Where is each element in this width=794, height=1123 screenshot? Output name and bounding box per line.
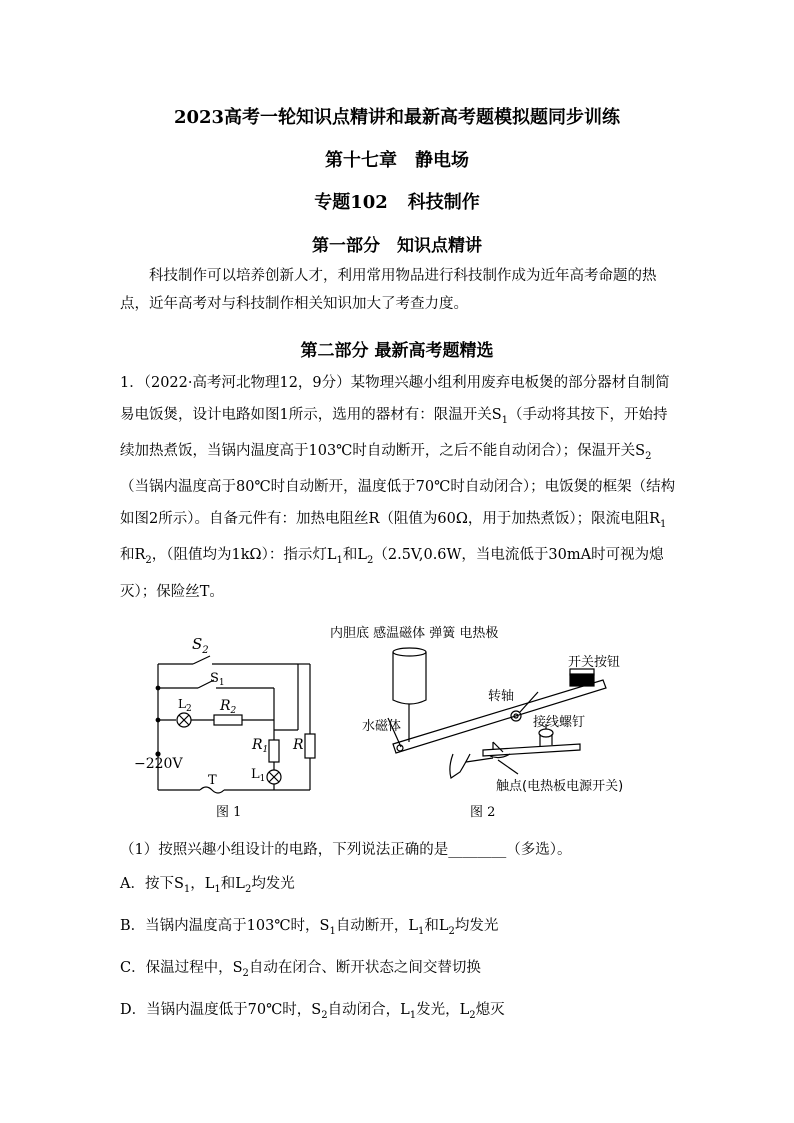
label-contact: 触点(电热板电源开关) xyxy=(496,779,624,794)
topic-title xyxy=(0,188,794,214)
figure-2-caption: 图 2 xyxy=(470,805,496,820)
part1-heading: 第一部分 知识点精讲 xyxy=(312,236,482,256)
label-r2: $R_2$ xyxy=(220,698,237,716)
label-s1: $S_1$ xyxy=(210,671,225,688)
option-b: B．当锅内温度高于103℃时，$S_1$自动断开，$L_1$和$L_2$均发光 xyxy=(120,918,499,937)
label-magnet: 水磁体 xyxy=(362,719,402,734)
option-c: C．保温过程中，$S_2$自动在闭合、断开状态之间交替切换 xyxy=(120,960,481,979)
label-fuse: T xyxy=(208,773,217,788)
option-d: D．当锅内温度低于70℃时，$S_2$自动闭合，$L_1$发光，$L_2$熄灭 xyxy=(120,1002,505,1021)
figure-1-caption: 图 1 xyxy=(216,805,242,820)
document-title: 2023高考一轮知识点精讲和最新高考题模拟题同步训练 xyxy=(173,107,621,128)
figure-2-labels xyxy=(330,625,623,820)
label-screw: 接线螺钉 xyxy=(533,715,586,730)
part2-heading: 第二部分 最新高考题精选 xyxy=(300,341,494,361)
intro-paragraph: 科技制作可以培养创新人才，利用常用物品进行科技制作成为近年高考命题的热点，近年高考对与科技制作相关知识加大了考查力度。 xyxy=(120,268,657,312)
label-shaft: 转轴 xyxy=(488,689,515,704)
label-r: R xyxy=(293,737,304,753)
label-l1: $L_1$ xyxy=(251,767,266,784)
fig2-top-label: 内胆底 感温磁体 弹簧 电热极 xyxy=(330,626,499,641)
topic-number: 专题102 xyxy=(314,192,388,213)
chapter-title: 第十七章 静电场 xyxy=(325,150,469,171)
question-1-text: 1．（2022·高考河北物理12，9分）某物理兴趣小组利用废弃电板煲的部分器材自制简易电饭煲，设计电路如图1所示，选用的器材有：限温开关$S_1$（手动将其按下，开始持续加热煮饭，当锅内温度高于103℃时自动断开，之后不能自动闭合）；保温开关$S_2$（当锅内温度高于80℃时自动断开，温度低于70℃时自动闭合）；电饭煲的框架（结构如图2所示）。自备元件有：加热电阻丝R（阻值为60Ω，用于加热煮饭）；限流电阻$R_1$和$R_2$，（阻值均为1kΩ）：指示灯$L_1$和$L_2(2.5V,0.6W$，当电流低于30mA时可视为熄灭）；保险丝T。 xyxy=(120,375,676,600)
label-r1: $R_1$ xyxy=(252,737,269,755)
label-s2: $S_2$ xyxy=(192,635,209,656)
label-voltage: −220V xyxy=(134,756,183,772)
circuit-figures xyxy=(134,622,668,827)
subquestion-stem: （1）按照兴趣小组设计的电路，下列说法正确的是________（多选）。 xyxy=(120,842,572,858)
figure-1-circuit xyxy=(156,656,315,793)
subquestion-1 xyxy=(120,838,680,859)
label-l2: $L_2$ xyxy=(178,697,192,714)
figure-1-labels xyxy=(134,635,304,820)
option-a: A．按下$S_1$，$L_1$和$L_2$均发光 xyxy=(120,876,295,895)
label-button: 开关按钮 xyxy=(568,655,621,670)
topic-name: 科技制作 xyxy=(407,192,480,213)
